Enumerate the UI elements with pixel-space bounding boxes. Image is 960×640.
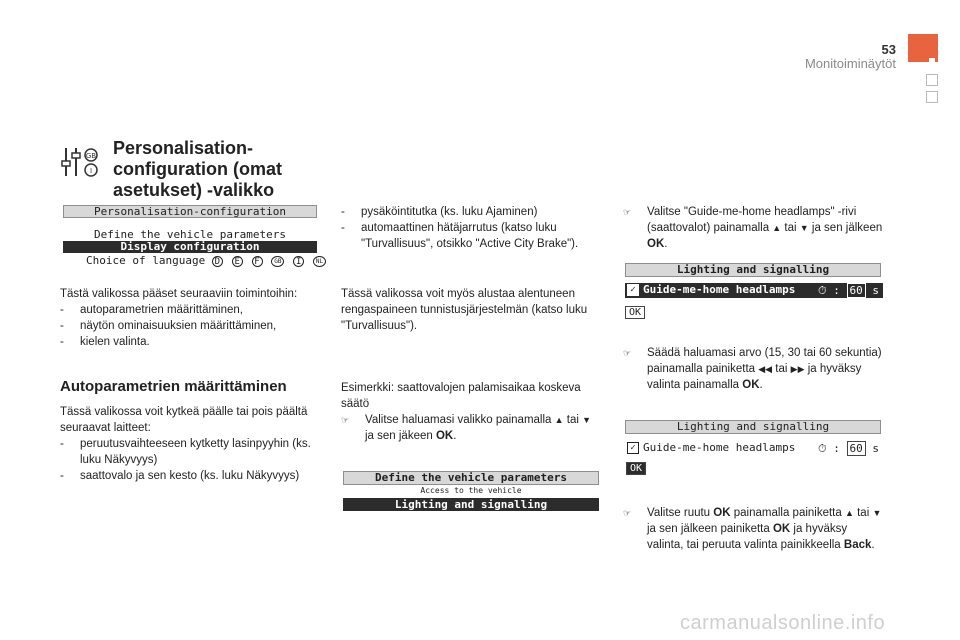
step2-text-c: ja hyväksy valinta painamalla bbox=[647, 363, 862, 391]
lighting-screen2-row bbox=[625, 441, 883, 456]
lighting-screen2-title: Lighting and signalling bbox=[625, 420, 881, 434]
arrow-bullet-icon: ☞ bbox=[623, 348, 632, 358]
arrow-bullet-icon: ☞ bbox=[623, 207, 632, 217]
step3-text-d: ja sen jälkeen painiketta bbox=[647, 523, 770, 535]
lang-gb-icon: GB bbox=[271, 256, 284, 267]
col2-list bbox=[341, 204, 603, 252]
menu-item-display: Display configuration bbox=[63, 241, 317, 253]
triangle-down-icon: ▼ bbox=[799, 223, 809, 233]
step3-text-c: tai bbox=[857, 507, 870, 519]
settings-icon bbox=[60, 145, 102, 179]
menu-item-language bbox=[86, 254, 324, 267]
example-step bbox=[341, 412, 603, 444]
ok-label-2: OK bbox=[772, 523, 791, 535]
step2-text-b: tai bbox=[775, 363, 788, 375]
back-label: Back bbox=[843, 539, 872, 551]
lang-nl-icon: NL bbox=[313, 256, 326, 267]
step1 bbox=[623, 204, 885, 252]
watermark: carmanualsonline.info bbox=[680, 612, 886, 634]
timer-value: ⏱ : 60 s bbox=[818, 442, 879, 455]
step1-text-c: ja sen jälkeen bbox=[811, 222, 883, 234]
ok-label: OK bbox=[742, 379, 760, 391]
step2-text-a: Säädä haluamasi arvo (15, 30 tai 60 sekuntia) painamalla painiketta bbox=[647, 347, 882, 375]
chapter-tab bbox=[908, 34, 938, 62]
tire-pressure-text: Tässä valikossa voit myös alustaa alentuneen rengaspaineen tunnistusjärjestelmän (katso luku "Turvallisuus"). bbox=[341, 288, 588, 332]
triangle-up-icon: ▲ bbox=[772, 223, 782, 233]
page-title: Personalisation-configuration (omat asetukset) -valikko bbox=[113, 138, 282, 200]
device-item-1: - peruutusvaihteeseen kytketty lasinpyyhin (ks. luku Näkyvyys) bbox=[60, 436, 322, 468]
step2 bbox=[623, 345, 885, 393]
step-text-b: tai bbox=[566, 414, 579, 426]
vehicle-screen-title: Define the vehicle parameters bbox=[343, 471, 599, 485]
ok-label: OK bbox=[647, 238, 665, 250]
intro-item-2: - näytön ominaisuuksien määrittäminen, bbox=[60, 318, 320, 334]
timer-icon: ⏱ bbox=[818, 442, 827, 455]
checkbox-checked-icon: ✓ bbox=[627, 284, 639, 296]
tab-marker bbox=[929, 58, 935, 64]
lang-d-icon: D bbox=[212, 256, 223, 267]
step3-text-e: ja hyväksy valinta, tai peruuta valinta painikkeella bbox=[647, 523, 848, 551]
col1-body bbox=[60, 404, 322, 484]
timer-unit: s bbox=[872, 442, 879, 455]
step3-text-a: Valitse ruutu bbox=[647, 507, 711, 519]
triangle-up-icon: ▲ bbox=[844, 508, 854, 518]
vehicle-screen-subtitle: Access to the vehicle bbox=[420, 486, 522, 495]
feature-item-2: - automaattinen hätäjarrutus (katso luku "Turvallisuus", otsikko "Active City Brake"). bbox=[341, 220, 603, 252]
row-label: Guide-me-home headlamps bbox=[643, 441, 796, 454]
step1-text-b: tai bbox=[784, 222, 797, 234]
period: . bbox=[759, 379, 763, 391]
language-label: Choice of language bbox=[86, 254, 206, 267]
arrow-bullet-icon: ☞ bbox=[341, 415, 350, 425]
body-text: Tässä valikossa voit kytkeä päälle tai pois päältä seuraavat laitteet: bbox=[60, 406, 308, 434]
col1-intro bbox=[60, 286, 320, 350]
lang-i-icon: I bbox=[293, 256, 304, 267]
row-label: Guide-me-home headlamps bbox=[643, 283, 796, 296]
step3-text-b: painamalla painiketta bbox=[733, 507, 842, 519]
svg-text:I: I bbox=[89, 167, 93, 175]
step-text-a: Valitse haluamasi valikko painamalla bbox=[365, 414, 552, 426]
page-number: 53 bbox=[881, 42, 896, 57]
device-item-2: - saattovalo ja sen kesto (ks. luku Näkyvyys) bbox=[60, 468, 322, 484]
intro-item-1: - autoparametrien määrittäminen, bbox=[60, 302, 320, 318]
double-right-icon: ▶▶ bbox=[790, 364, 805, 374]
lang-f-icon: F bbox=[252, 256, 263, 267]
arrow-bullet-icon: ☞ bbox=[623, 508, 632, 518]
period: . bbox=[453, 430, 457, 442]
timer-value-box: 60 bbox=[847, 283, 866, 298]
ok-box: OK bbox=[625, 306, 645, 319]
section-name: Monitoiminäytöt bbox=[804, 56, 896, 71]
svg-text:GB: GB bbox=[85, 152, 97, 160]
menu-screen-title: Personalisation-configuration bbox=[63, 205, 317, 218]
triangle-down-icon: ▼ bbox=[582, 415, 592, 425]
menu-item-define: Define the vehicle parameters bbox=[93, 228, 287, 241]
period: . bbox=[871, 539, 875, 551]
period: . bbox=[664, 238, 668, 250]
lang-e-icon: E bbox=[232, 256, 243, 267]
timer-icon: ⏱ bbox=[818, 284, 827, 297]
timer-value-box: 60 bbox=[847, 441, 866, 456]
section-heading: Autoparametrien määrittäminen bbox=[60, 378, 287, 395]
vehicle-screen-selected: Lighting and signalling bbox=[343, 498, 599, 511]
ok-box-selected: OK bbox=[626, 462, 646, 475]
triangle-down-icon: ▼ bbox=[872, 508, 882, 518]
chapter-tab-empty-2 bbox=[926, 91, 938, 103]
step3 bbox=[623, 505, 885, 553]
timer-value: ⏱ : 60 s bbox=[818, 284, 879, 297]
lighting-screen1-row bbox=[625, 283, 883, 298]
triangle-up-icon: ▲ bbox=[554, 415, 564, 425]
step-text-c: ja sen jäkeen bbox=[365, 430, 433, 442]
col2-example bbox=[341, 380, 603, 444]
lighting-screen1-title: Lighting and signalling bbox=[625, 263, 881, 277]
language-icons bbox=[212, 257, 330, 266]
timer-unit: s bbox=[872, 284, 879, 297]
intro-item-3: - kielen valinta. bbox=[60, 334, 320, 350]
chapter-tab-empty-1 bbox=[926, 74, 938, 86]
feature-item-1: - pysäköintitutka (ks. luku Ajaminen) bbox=[341, 204, 603, 220]
ok-label: OK bbox=[713, 507, 731, 519]
step1-text-a: Valitse "Guide-me-home headlamps" -rivi (saattovalot) painamalla bbox=[647, 206, 857, 234]
checkbox-checked-icon: ✓ bbox=[627, 442, 639, 454]
ok-label: OK bbox=[435, 430, 454, 442]
double-left-icon: ◀◀ bbox=[758, 364, 773, 374]
intro-text: Tästä valikossa pääset seuraaviin toimintoihin: bbox=[60, 288, 298, 300]
example-text: Esimerkki: saattovalojen palamisaikaa koskeva säätö bbox=[341, 382, 581, 410]
